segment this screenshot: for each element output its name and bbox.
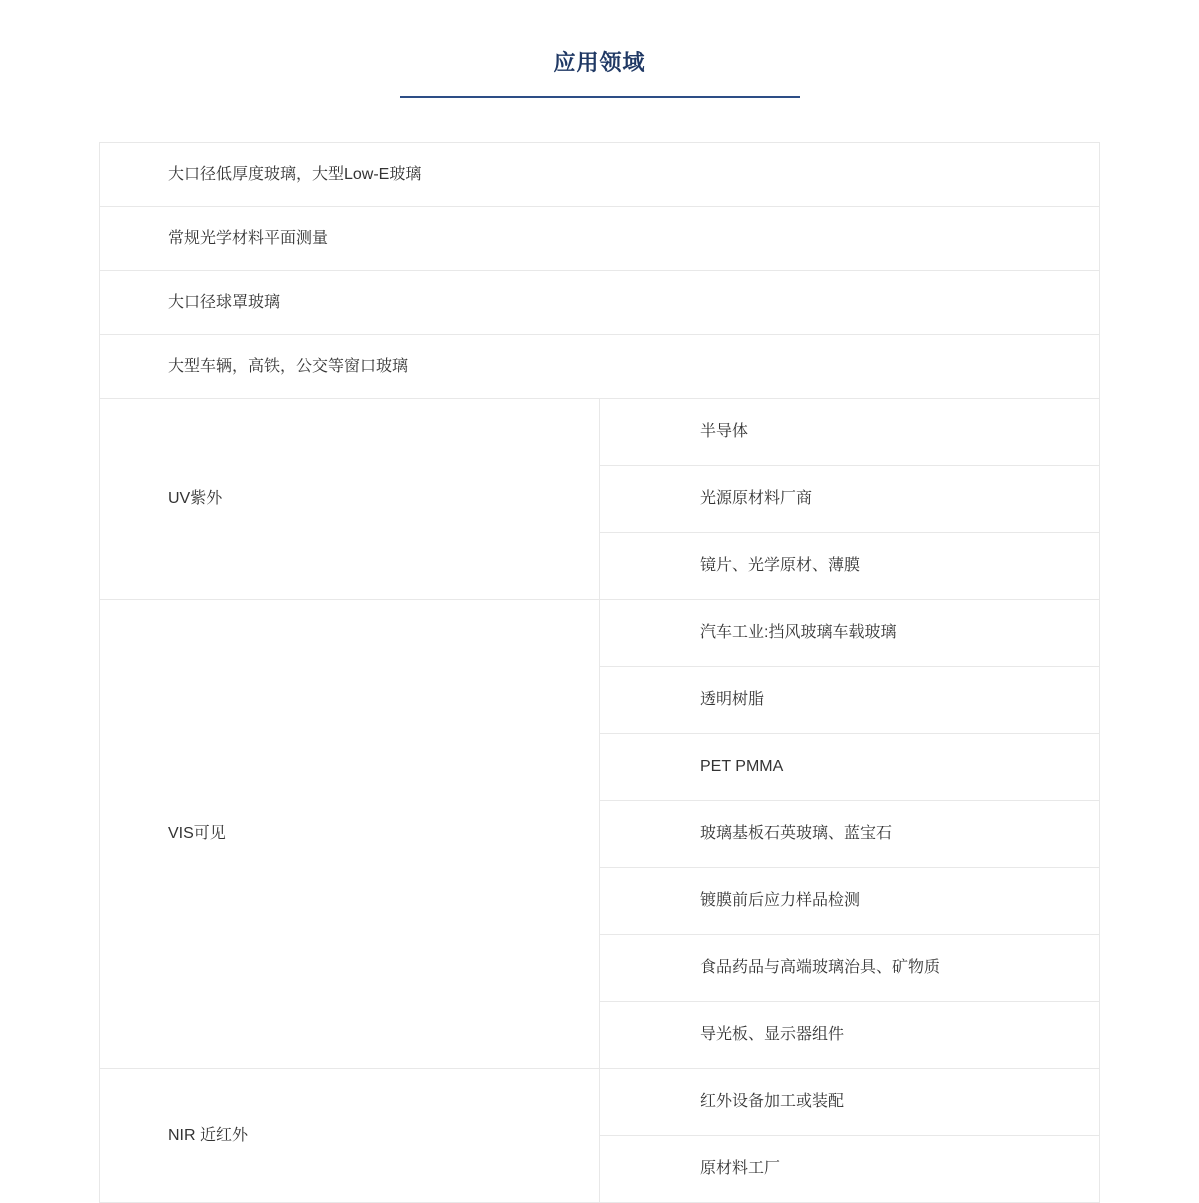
item-cell: 导光板、显示器组件 [600, 1002, 1100, 1069]
item-cell: 红外设备加工或装配 [600, 1069, 1100, 1136]
category-cell-vis: VIS可见 [100, 600, 600, 1069]
full-row-cell: 常规光学材料平面测量 [100, 207, 1100, 271]
page-header [0, 0, 1199, 98]
category-cell-nir: NIR 近红外 [100, 1069, 600, 1203]
full-row-cell: 大口径低厚度玻璃，大型Low-E玻璃 [100, 143, 1100, 207]
full-row-cell: 大型车辆，高铁，公交等窗口玻璃 [100, 335, 1100, 399]
table-row [100, 143, 1100, 207]
item-cell: 镜片、光学原材、薄膜 [600, 533, 1100, 600]
application-table [99, 142, 1100, 1203]
item-cell: 透明树脂 [600, 667, 1100, 734]
table-row [100, 600, 1100, 667]
category-cell-uv: UV紫外 [100, 399, 600, 600]
item-cell: 原材料工厂 [600, 1136, 1100, 1203]
page-title: 应用领域 [553, 50, 646, 75]
table-row [100, 335, 1100, 399]
table-row [100, 399, 1100, 466]
application-table-wrapper [99, 142, 1100, 1203]
item-cell: 汽车工业:挡风玻璃车载玻璃 [600, 600, 1100, 667]
table-row [100, 271, 1100, 335]
application-table-body [100, 143, 1100, 1203]
item-cell: 光源原材料厂商 [600, 466, 1100, 533]
item-cell: 食品药品与高端玻璃治具、矿物质 [600, 935, 1100, 1002]
full-row-cell: 大口径球罩玻璃 [100, 271, 1100, 335]
table-row [100, 1069, 1100, 1136]
item-cell: 半导体 [600, 399, 1100, 466]
item-cell: PET PMMA [600, 734, 1100, 801]
title-underline [400, 96, 800, 98]
item-cell: 玻璃基板石英玻璃、蓝宝石 [600, 801, 1100, 868]
table-row [100, 207, 1100, 271]
item-cell: 镀膜前后应力样品检测 [600, 868, 1100, 935]
